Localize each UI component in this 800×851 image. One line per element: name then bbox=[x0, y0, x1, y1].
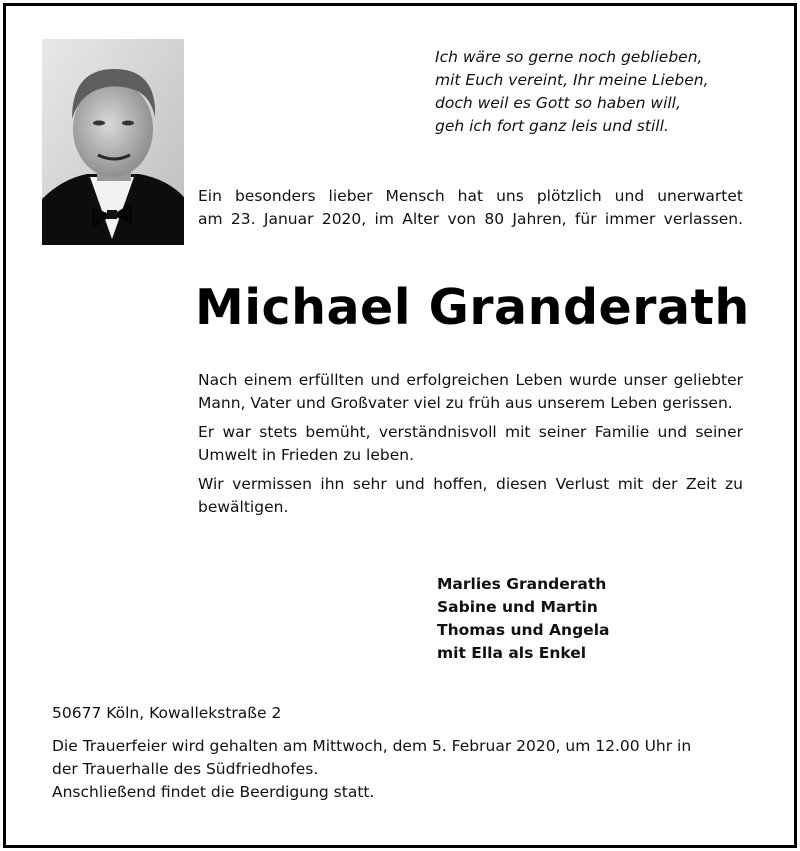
funeral-details: der Trauerhalle des Südfriedhofes. bbox=[52, 760, 319, 778]
funeral-details: Die Trauerfeier wird gehalten am Mittwoch, dem 5. Februar 2020, um 12.00 Uhr in bbox=[52, 737, 692, 755]
burial-note: Anschließend findet die Beerdigung statt. bbox=[52, 783, 375, 801]
poem-line: doch weil es Gott so haben will, bbox=[435, 94, 681, 112]
mourner-name: Sabine und Martin bbox=[437, 598, 598, 616]
body-paragraph: Er war stets bemüht, verständnisvoll mit seiner Familie und seiner Umwelt in Frieden zu leben. bbox=[198, 423, 743, 464]
funeral-info bbox=[52, 702, 752, 804]
intro-line: am 23. Januar 2020, im Alter von 80 Jahren, für immer verlassen. bbox=[198, 210, 743, 228]
portrait-image bbox=[42, 39, 184, 245]
poem-line: Ich wäre so gerne noch geblieben, bbox=[435, 48, 703, 66]
mourners-signature bbox=[437, 573, 609, 665]
poem-line: geh ich fort ganz leis und still. bbox=[435, 117, 669, 135]
obituary-body bbox=[198, 369, 743, 525]
mourner-name: mit Ella als Enkel bbox=[437, 644, 587, 662]
deceased-name: Michael Granderath bbox=[195, 279, 750, 336]
intro-text bbox=[198, 185, 743, 231]
address: 50677 Köln, Kowallekstraße 2 bbox=[52, 704, 282, 722]
body-paragraph: Wir vermissen ihn sehr und hoffen, diesen Verlust mit der Zeit zu bewältigen. bbox=[198, 475, 743, 516]
mourner-name: Thomas und Angela bbox=[437, 621, 610, 639]
intro-line: Ein besonders lieber Mensch hat uns plötzlich und unerwartet bbox=[198, 187, 743, 205]
mourner-name: Marlies Granderath bbox=[437, 575, 607, 593]
poem bbox=[435, 46, 775, 138]
poem-line: mit Euch vereint, Ihr meine Lieben, bbox=[435, 71, 709, 89]
body-paragraph: Nach einem erfüllten und erfolgreichen Leben wurde unser geliebter Mann, Vater und Großvater viel zu früh aus unserem Leben gerissen. bbox=[198, 371, 743, 412]
portrait-photo bbox=[42, 39, 184, 245]
